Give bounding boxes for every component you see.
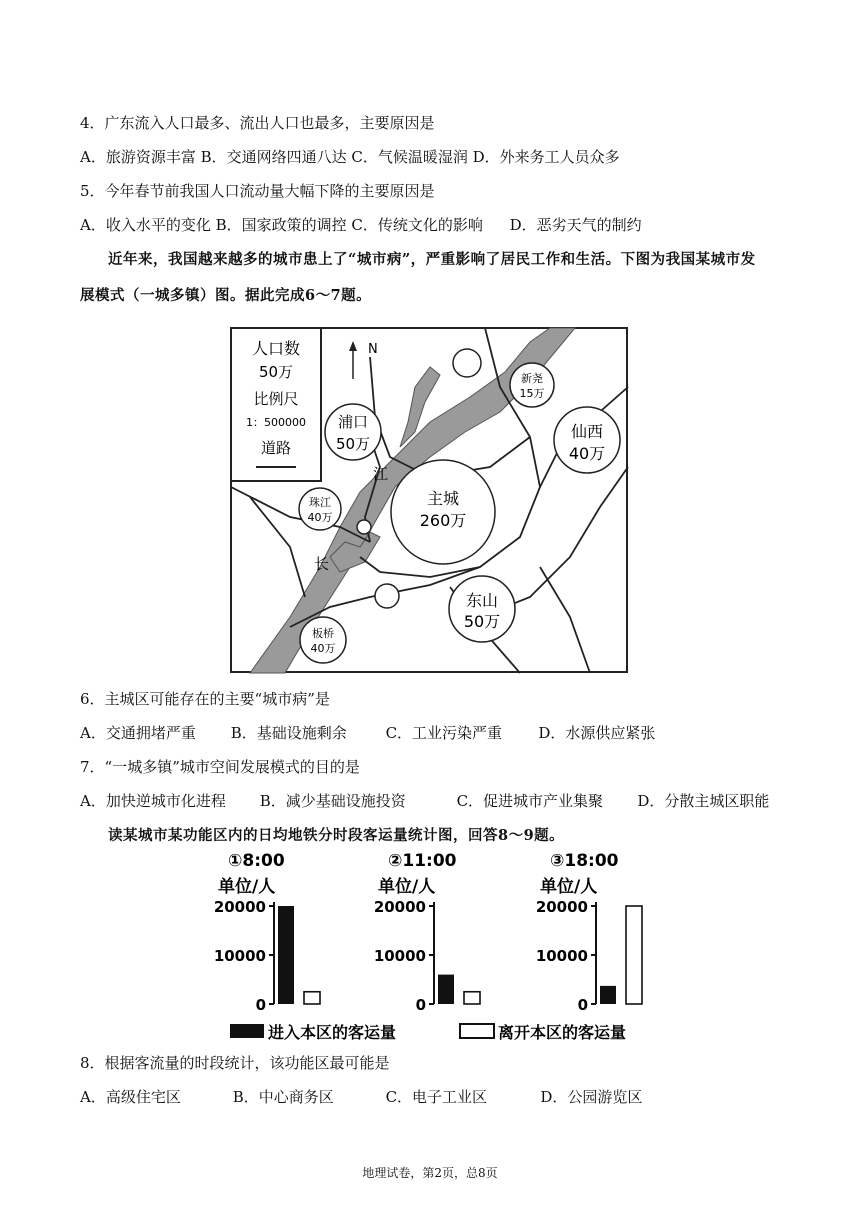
bar-out	[464, 992, 480, 1004]
town-xinyao-pop: 15万	[519, 387, 545, 400]
legend-in-swatch	[230, 1024, 264, 1038]
q6-option-b: B．基础设施剩余	[230, 724, 347, 742]
q8-stem: 8．根据客流量的时段统计，该功能区最可能是	[80, 1054, 390, 1072]
bar-chart-2	[374, 851, 480, 1014]
q7-option-b: B．减少基础设施投资	[259, 792, 406, 810]
legend-pop-label: 人口数	[251, 339, 301, 358]
q7-stem: 7．“一城多镇”城市空间发展模式的目的是	[80, 758, 360, 776]
chart-ylabel: 单位/人	[540, 877, 598, 897]
y-tick-label: 0	[255, 996, 266, 1014]
city-development-map	[230, 327, 628, 673]
q8-option-d: D．公园游览区	[540, 1088, 643, 1106]
y-tick-label: 20000	[373, 898, 426, 916]
q6-option-a: A．交通拥堵严重	[80, 724, 196, 742]
y-tick-label: 20000	[535, 898, 588, 916]
q6-option-c: C．工业污染严重	[385, 724, 503, 742]
legend-pop-value: 50万	[258, 363, 294, 381]
page-footer: 地理试卷，第2页，总8页	[362, 1166, 498, 1180]
river-char-chang: 长	[314, 555, 330, 573]
q5-option-abc: A．收入水平的变化 B．国家政策的调控 C．传统文化的影响	[80, 216, 483, 234]
river-char-jiang: 江	[373, 465, 389, 483]
chart-ylabel: 单位/人	[218, 877, 276, 897]
chart-title: ③18:00	[550, 851, 619, 871]
town-main-city-name: 主城	[426, 489, 460, 508]
q5-stem: 5．今年春节前我国人口流动量大幅下降的主要原因是	[80, 182, 435, 200]
metro-passenger-charts	[213, 848, 678, 1044]
town-dongshan-pop: 50万	[463, 612, 501, 631]
town-pukou-name: 浦口	[337, 413, 369, 431]
town-pukou-pop: 50万	[335, 435, 371, 453]
bar-chart-1	[214, 851, 320, 1014]
q7-options	[80, 790, 769, 811]
q7-option-d: D．分散主城区职能	[637, 792, 770, 810]
q6-option-d: D．水源供应紧张	[538, 724, 656, 742]
y-tick-label: 10000	[373, 947, 426, 965]
q8-option-a: A．高级住宅区	[80, 1088, 181, 1106]
y-tick-label: 10000	[535, 947, 588, 965]
y-tick-label: 20000	[213, 898, 266, 916]
q7-option-a: A．加快逆城市化进程	[80, 792, 226, 810]
legend-scale-value: 1：500000	[246, 416, 306, 429]
town-banqiao	[300, 617, 346, 663]
bar-out	[304, 992, 320, 1004]
town-zhujiang	[299, 488, 341, 530]
y-tick-label: 0	[577, 996, 588, 1014]
bar-in	[438, 975, 454, 1004]
town-zhujiang-pop: 40万	[307, 511, 333, 524]
town-banqiao-pop: 40万	[310, 642, 336, 655]
legend-out-label: 离开本区的客运量	[498, 1023, 627, 1042]
chart-title: ②11:00	[388, 851, 457, 871]
q4-stem: 4．广东流入人口最多、流出人口也最多，主要原因是	[80, 114, 435, 132]
town-xianxi	[554, 407, 620, 473]
q5-option-d: D．恶劣天气的制约	[509, 216, 642, 234]
town-xinyao	[510, 363, 554, 407]
q7-option-c: C．促进城市产业集聚	[456, 792, 604, 810]
town-banqiao-name: 板桥	[312, 627, 334, 640]
town-dongshan-name: 东山	[465, 591, 499, 610]
intro-8-9: 读某城市某功能区内的日均地铁分时段客运量统计图，回答8～9题。	[108, 827, 565, 844]
q8-option-c: C．电子工业区	[385, 1088, 488, 1106]
town-pukou	[325, 404, 381, 460]
town-xianxi-name: 仙西	[570, 422, 604, 441]
chart-ylabel: 单位/人	[378, 877, 436, 897]
q6-stem: 6．主城区可能存在的主要“城市病”是	[80, 690, 330, 708]
town-main-city-pop: 260万	[419, 511, 467, 530]
legend-scale-label: 比例尺	[253, 390, 299, 408]
town-xianxi-pop: 40万	[568, 444, 606, 463]
town-main-city	[391, 460, 495, 564]
legend-road-label: 道路	[260, 439, 292, 457]
bar-out	[626, 906, 642, 1004]
q4-options: A．旅游资源丰富 B．交通网络四通八达 C．气候温暖湿润 D．外来务工人员众多	[80, 148, 620, 166]
q5-options	[80, 214, 642, 235]
town-xinyao-name: 新尧	[521, 372, 543, 385]
intro-6-7-line2: 展模式（一城多镇）图。据此完成6～7题。	[80, 287, 372, 304]
bar-in	[278, 906, 294, 1004]
bar-in	[600, 986, 616, 1004]
legend-out-swatch	[460, 1024, 494, 1038]
legend-in-label: 进入本区的客运量	[268, 1023, 397, 1042]
north-label: N	[368, 342, 378, 357]
y-tick-label: 10000	[213, 947, 266, 965]
q6-options	[80, 722, 655, 743]
q8-options	[80, 1086, 642, 1107]
town-dongshan	[449, 576, 515, 642]
chart-title: ①8:00	[228, 851, 285, 871]
town-zhujiang-name: 珠江	[309, 496, 331, 509]
q8-option-b: B．中心商务区	[232, 1088, 334, 1106]
bar-chart-3	[536, 851, 642, 1014]
y-tick-label: 0	[415, 996, 426, 1014]
intro-6-7-line1: 近年来，我国越来越多的城市患上了“城市病”，严重影响了居民工作和生活。下图为我国某城市发	[108, 251, 756, 268]
